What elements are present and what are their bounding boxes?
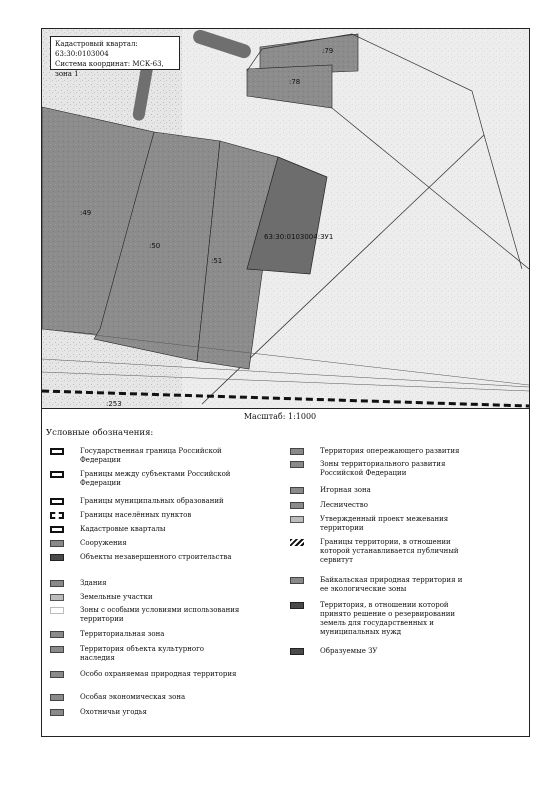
legend-left-item	[50, 593, 240, 602]
legend-left-item	[50, 670, 240, 679]
legend-right-item	[290, 538, 465, 565]
legend-left-item	[50, 511, 240, 520]
legend-label: Байкальская природная территория и ее экологические зоны	[320, 576, 463, 593]
label-78: :78	[289, 78, 301, 86]
legend-left-item	[50, 553, 240, 562]
legend-left-item	[50, 497, 240, 506]
legend-left-item	[50, 645, 240, 663]
legend-swatch-icon	[50, 709, 64, 716]
legend-label: Лесничество	[320, 501, 368, 509]
map-scale: Масштаб: 1:1000	[243, 412, 317, 421]
legend-label: Зоны территориального развития Российской Федерации	[320, 460, 446, 477]
legend-swatch-icon	[50, 554, 64, 561]
legend-label: Зоны с особыми условиями использования территории	[80, 606, 240, 623]
legend-label: Особая экономическая зона	[80, 693, 186, 701]
legend-swatch-icon	[290, 502, 304, 509]
legend-swatch-icon	[50, 671, 64, 678]
legend-label: Территориальная зона	[80, 630, 165, 638]
legend-right-item	[290, 460, 465, 478]
legend-swatch-icon	[290, 487, 304, 494]
legend-label: Образуемые ЗУ	[320, 647, 378, 655]
legend-label: Охотничьи угодья	[80, 708, 147, 716]
label-51: :51	[211, 257, 223, 265]
legend-left-item	[50, 630, 240, 639]
label-50: :50	[149, 242, 161, 250]
legend-label: Границы населённых пунктов	[80, 511, 192, 519]
legend-right-item	[290, 601, 465, 637]
legend-swatch-icon	[50, 540, 64, 547]
legend-label: Государственная граница Российской Федерации	[80, 447, 222, 464]
label-253: :253	[106, 400, 122, 408]
legend-swatch-icon	[50, 607, 64, 614]
legend-label: Территория опережающего развития	[320, 447, 460, 455]
legend-swatch-icon	[290, 577, 304, 584]
map-svg	[42, 29, 529, 408]
legend-label: Сооружения	[80, 539, 127, 547]
legend-right-item	[290, 486, 465, 495]
quarter-info-box	[50, 36, 180, 78]
legend-left-item	[50, 539, 240, 548]
legend-swatch-icon	[50, 594, 64, 601]
legend-left-item	[50, 470, 240, 488]
legend-swatch-icon	[290, 448, 304, 455]
legend-left-item	[50, 708, 240, 717]
legend-left-item	[50, 606, 240, 624]
legend-label: Объекты незавершенного строительства	[80, 553, 232, 561]
cadastral-map	[42, 29, 529, 408]
legend-label: Границы между субъектами Российской Федерации	[80, 470, 231, 487]
legend-swatch-icon	[290, 648, 304, 655]
label-zu1: 63:30:0103004:ЗУ1	[264, 233, 334, 241]
legend-right-item	[290, 515, 465, 533]
legend-label: Игорная зона	[320, 486, 371, 494]
legend-title: Условные обозначения:	[46, 428, 154, 438]
legend-swatch-icon	[290, 602, 304, 609]
map-legend-divider	[42, 408, 529, 409]
legend-swatch-icon	[50, 471, 64, 478]
legend-label: Земельные участки	[80, 593, 153, 601]
legend-label: Территория, в отношении которой принято решение о резервировании земель для государственных и муниципальных нужд	[320, 601, 456, 636]
coordinate-system: Система координат: МСК-63, зона 1	[55, 60, 164, 78]
legend-swatch-icon	[50, 526, 64, 533]
legend-swatch-icon	[50, 646, 64, 653]
legend-label: Территория объекта культурного наследия	[80, 645, 204, 662]
legend-swatch-icon	[50, 694, 64, 701]
legend-swatch-icon	[50, 512, 64, 519]
legend-right-item	[290, 501, 465, 510]
legend-label: Здания	[80, 579, 107, 587]
legend-left-item	[50, 693, 240, 702]
legend-right-item	[290, 647, 465, 656]
legend-swatch-icon	[50, 498, 64, 505]
legend-label: Границы муниципальных образований	[80, 497, 224, 505]
legend-right-item	[290, 447, 465, 456]
legend-swatch-icon	[50, 448, 64, 455]
legend-label: Утвержденный проект межевания территории	[320, 515, 449, 532]
legend-left-item	[50, 525, 240, 534]
legend-swatch-icon	[290, 461, 304, 468]
legend-label: Кадастровые кварталы	[80, 525, 166, 533]
legend-swatch-icon	[50, 580, 64, 587]
legend-swatch-icon	[290, 539, 304, 546]
quarter-number: Кадастровый квартал: 63:30:0103004	[55, 40, 138, 58]
label-79: :79	[322, 47, 334, 55]
legend-label: Особо охраняемая природная территория	[80, 670, 237, 678]
legend-right-item	[290, 576, 465, 594]
legend-left-item	[50, 579, 240, 588]
legend-left-item	[50, 447, 240, 465]
label-49: :49	[80, 209, 92, 217]
legend-swatch-icon	[50, 631, 64, 638]
legend-swatch-icon	[290, 516, 304, 523]
legend-label: Границы территории, в отношении которой устанавливается публичный сервитут	[320, 538, 459, 564]
